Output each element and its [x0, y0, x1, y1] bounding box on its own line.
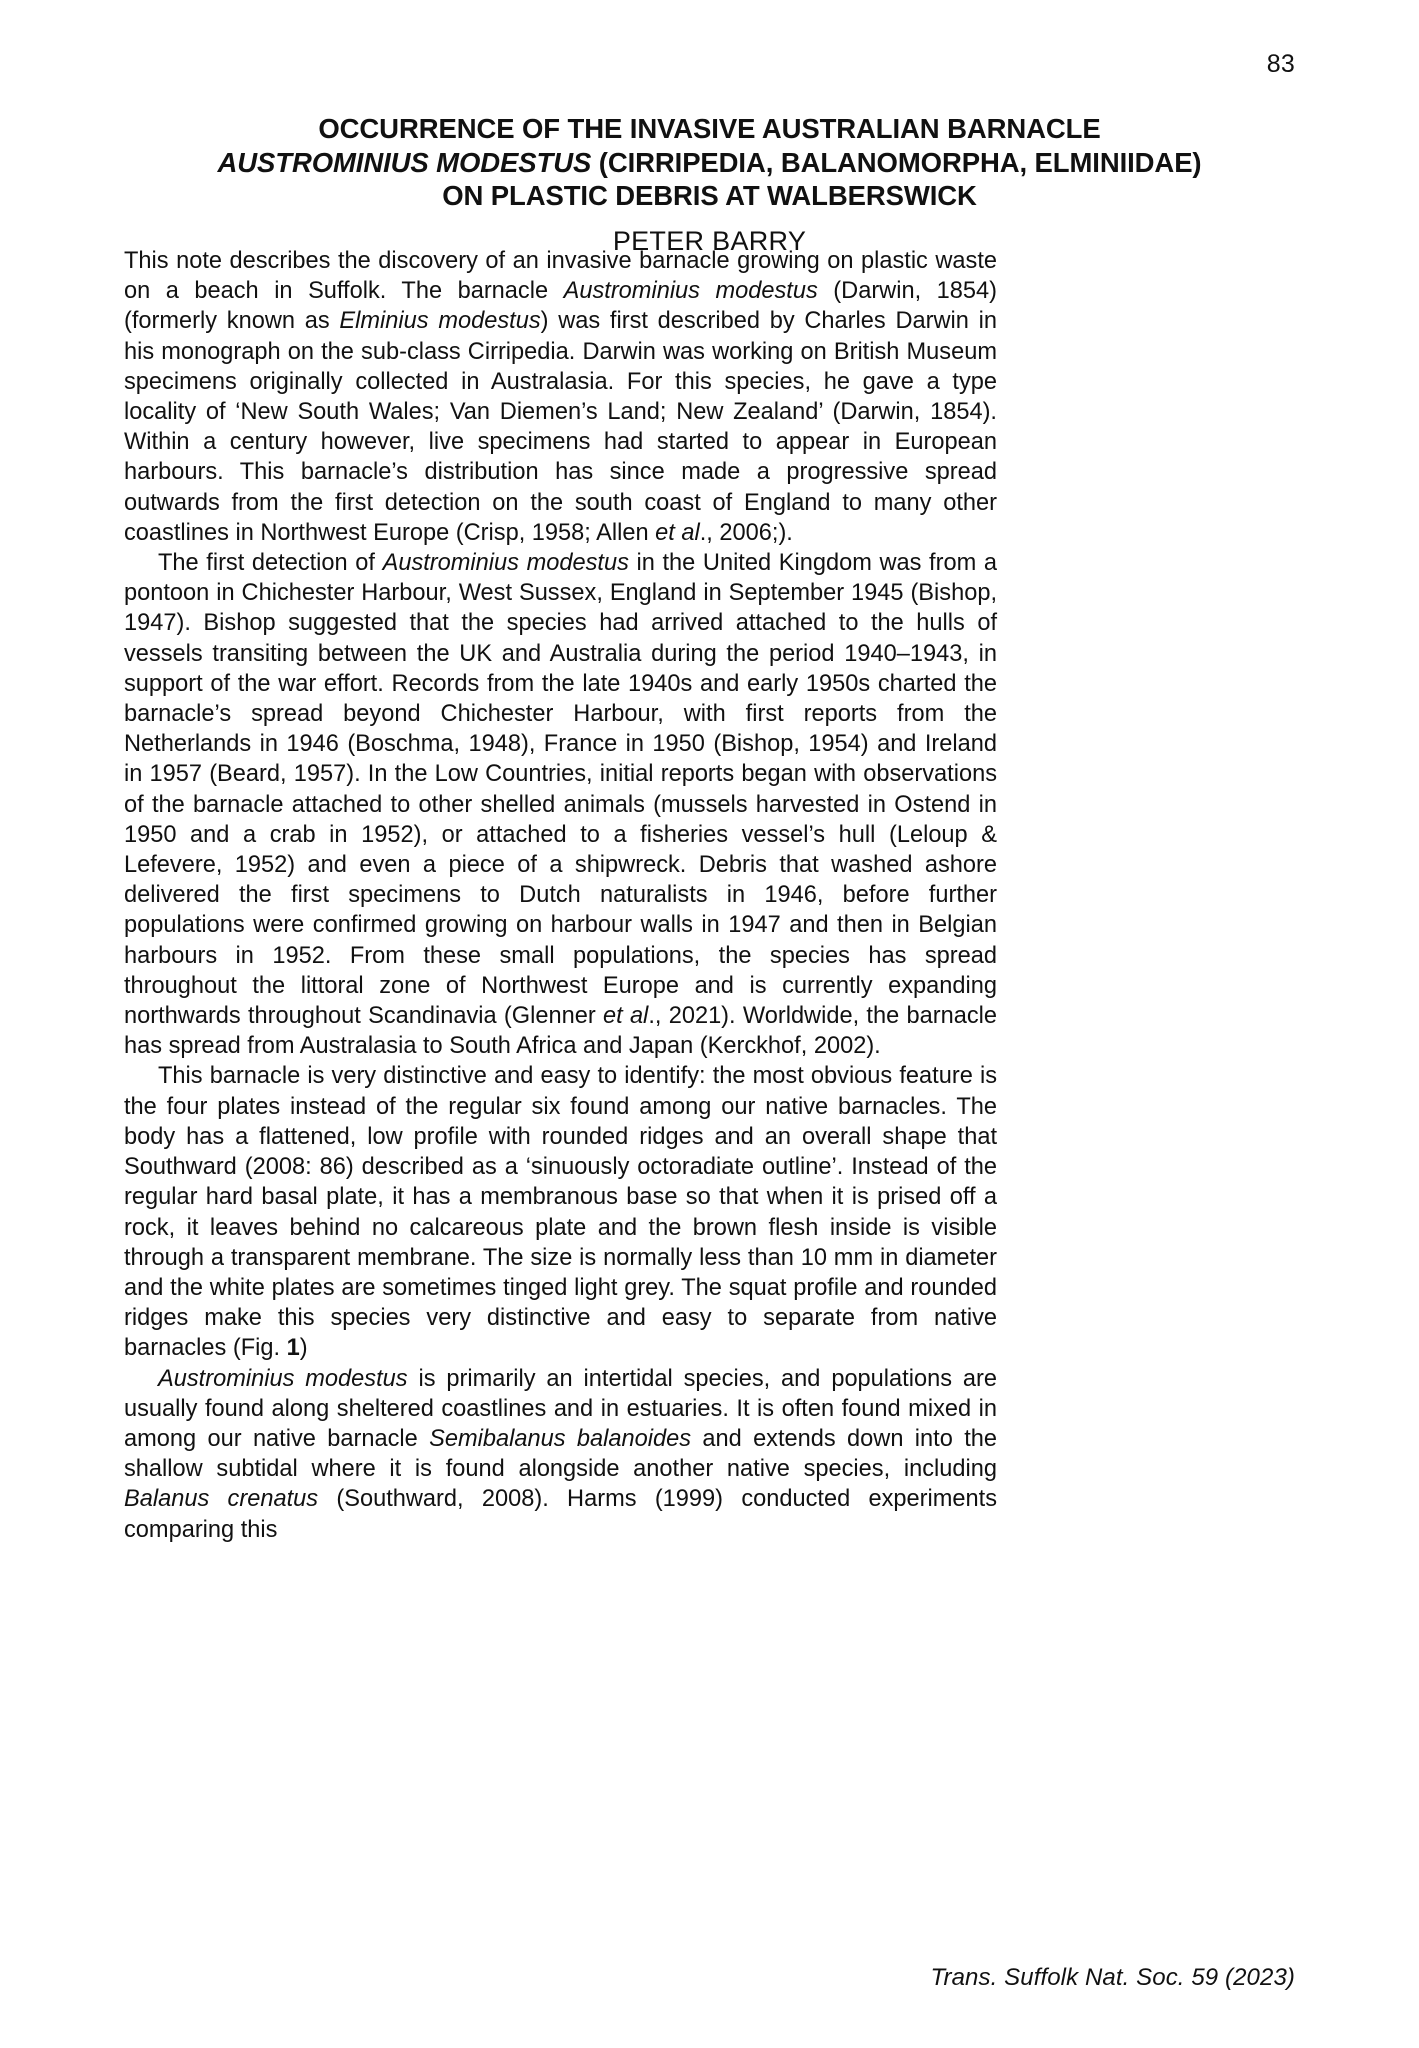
text-run: ., 2006;).	[699, 519, 793, 546]
text-run: This barnacle is very distinctive and easy to identify: the most obvious feature is the four plates instead of the regular six found among our native barnacles. The body has a flattened, low profile with rounded ridges and an overall shape that Southward (2008: 86) described as a ‘sinuously octoradiate outline’. Instead of the regular hard basal plate, it has a membranous base so that when it is prised off a rock, it leaves behind no calcareous plate and the brown flesh inside is visible through a transparent membrane. The size is normally less than 10 mm in diameter and the white plates are sometimes tinged light grey. The squat profile and rounded ridges make this species very distinctive and easy to separate from native barnacles (Fig.	[124, 1063, 997, 1362]
text-run: This note describes the discovery of an invasive barnacle growing on plastic waste on a beach in Suffolk. The barnacle	[124, 248, 997, 305]
text-run: ., 2021). Worldwide, the barnacle has spread from Australasia to South Africa and Japan (Kerckhof, 2002).	[124, 1003, 997, 1060]
body-paragraph	[124, 1061, 997, 1363]
italic-run: Austrominius modestus	[158, 1365, 408, 1392]
italic-run: et al	[602, 1003, 649, 1030]
title-species-name: AUSTROMINIUS MODESTUS	[217, 146, 592, 178]
italic-run: Austrominius modestus	[382, 550, 629, 577]
text-run: )	[299, 1335, 308, 1362]
text-run: in the United Kingdom was from a pontoon in Chichester Harbour, West Sussex, England in September 1945 (Bishop, 1947). Bishop suggested that the species had arrived attached to the hulls of vessels transiting between the UK and Australia during the period 1940–1943, in support of the war effort. Records from the late 1940s and early 1950s charted the barnacle’s spread beyond Chichester Harbour, with first reports from the Netherlands in 1946 (Boschma, 1948), France in 1950 (Bishop, 1954) and Ireland in 1957 (Beard, 1957). In the Low Countries, initial reports began with observations of the barnacle attached to other shelled animals (mussels harvested in Ostend in 1950 and a crab in 1952), or attached to a fisheries vessel’s hull (Leloup & Lefevere, 1952) and even a piece of a shipwreck. Debris that washed ashore delivered the first specimens to Dutch naturalists in 1946, before further populations were confirmed growing on harbour walls in 1947 and then in Belgian harbours in 1952. From these small populations, the species has spread throughout the littoral zone of Northwest Europe and is currently expanding northwards throughout Scandinavia (Glenner	[124, 550, 997, 1030]
author-name: PETER BARRY	[612, 225, 807, 256]
bold-run: 1	[286, 1335, 300, 1362]
footer-citation: Trans. Suffolk Nat. Soc. 59 (2023)	[930, 1964, 1295, 1991]
body-paragraph	[124, 548, 997, 1061]
italic-run: Balanus crenatus	[124, 1486, 319, 1513]
text-run: (Southward, 2008). Harms (1999) conducted experiments comparing this	[124, 1486, 998, 1543]
italic-run: Austrominius modestus	[563, 278, 818, 305]
body-paragraph	[124, 1364, 997, 1545]
article-body	[124, 246, 997, 1545]
text-run: The first detection of	[158, 550, 383, 577]
text-run: and extends down into the shallow subtidal where it is found alongside another native species, including	[124, 1425, 997, 1483]
text-run: (Darwin, 1854) (formerly known as	[124, 278, 997, 335]
title-line-3: ON PLASTIC DEBRIS AT WALBERSWICK	[442, 180, 977, 211]
title-line-2	[124, 146, 1295, 180]
text-run: is primarily an intertidal species, and populations are usually found along sheltered coastlines and in estuaries. It is often found mixed in among our native barnacle	[124, 1365, 997, 1452]
italic-run: Elminius modestus	[339, 308, 541, 335]
text-run: ) was first described by Charles Darwin in his monograph on the sub-class Cirripedia. Darwin was working on British Museum specimens originally collected in Australasia. For this species, he gave a type locality of ‘New South Wales; Van Diemen’s Land; New Zealand’ (Darwin, 1854). Within a century however, live specimens had started to appear in European harbours. This barnacle’s distribution has since made a progressive spread outwards from the first detection on the south coast of England to many other coastlines in Northwest Europe (Crisp, 1958; Allen	[124, 308, 997, 546]
title-line-1: OCCURRENCE OF THE INVASIVE AUSTRALIAN BARNACLE	[318, 113, 1101, 144]
page-number: 83	[1266, 50, 1295, 78]
title-line-2-roman: (CIRRIPEDIA, BALANOMORPHA, ELMINIIDAE)	[591, 146, 1202, 178]
italic-run: Semibalanus balanoides	[429, 1425, 691, 1452]
body-paragraph	[124, 246, 997, 548]
article-title-block	[124, 112, 1295, 258]
italic-run: et al	[655, 519, 700, 546]
